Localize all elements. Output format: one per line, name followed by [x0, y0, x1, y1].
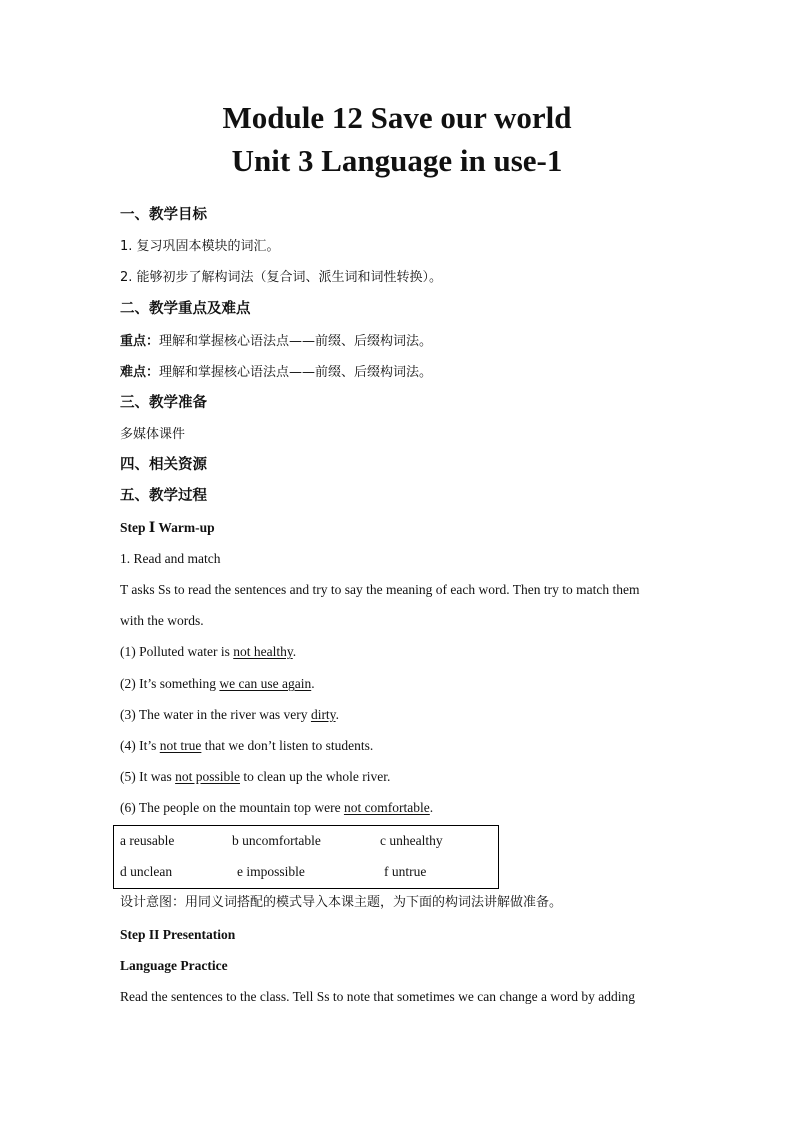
preparation-text: 多媒体课件 — [120, 427, 186, 442]
sentence-text: to clean up the whole river. — [240, 769, 391, 784]
underlined-phrase: not comfortable — [343, 800, 430, 815]
option-e: e impossible — [237, 864, 305, 879]
sentence-text: (6) The people on the mountain top were — [120, 800, 344, 815]
sentence-text: . — [335, 707, 339, 722]
option-b: b uncomfortable — [232, 833, 321, 848]
sentence-text: . — [292, 644, 297, 659]
underlined-phrase: not healthy — [233, 644, 293, 659]
sentence-text: (1) Polluted water is — [120, 644, 234, 659]
step1-heading: Step Ⅰ Warm-up — [120, 520, 215, 535]
sentence-4 — [120, 737, 373, 755]
design-intent-note: 设计意图：用同义词搭配的模式导入本课主题，为下面的构词法讲解做准备。 — [120, 895, 563, 910]
underlined-phrase: we can use again — [219, 676, 312, 691]
underlined-phrase: not possible — [175, 769, 240, 784]
sentence-text: (5) It was — [120, 769, 176, 784]
sentence-text: (3) The water in the river was very — [120, 707, 311, 722]
step1-instruction-line1: T asks Ss to read the sentences and try to say the meaning of each word. Then try to match them — [120, 582, 640, 597]
option-d: d unclean — [120, 864, 173, 879]
sentence-text: (2) It’s something — [120, 676, 220, 691]
sentence-text: . — [311, 676, 315, 691]
goal-item-1: 1. 复习巩固本模块的词汇。 — [120, 239, 280, 254]
section-heading-goals: 一、教学目标 — [120, 207, 207, 223]
sentence-text: (4) It’s — [120, 738, 160, 753]
sentence-text: that we don’t listen to students. — [201, 738, 374, 753]
module-title: Module 12 Save our world — [222, 100, 572, 135]
key-point-label: 重点： — [120, 334, 160, 349]
key-point-text: 理解和掌握核心语法点——前缀、后缀构词法。 — [159, 334, 433, 349]
section-heading-key-points: 二、教学重点及难点 — [120, 301, 251, 317]
option-f: f untrue — [384, 864, 427, 879]
option-c: c unhealthy — [380, 833, 443, 848]
sentence-2 — [120, 675, 315, 693]
word-options-box — [113, 825, 499, 889]
sentence-5 — [120, 768, 390, 786]
key-point-line — [120, 332, 432, 351]
section-heading-preparation: 三、教学准备 — [120, 395, 207, 411]
sentence-3 — [120, 706, 339, 724]
sentence-1 — [120, 643, 296, 661]
unit-title: Unit 3 Language in use-1 — [231, 143, 563, 178]
section-heading-process: 五、教学过程 — [120, 488, 207, 504]
difficult-point-label: 难点： — [120, 365, 160, 380]
underlined-phrase: dirty — [310, 707, 336, 722]
sentence-text: . — [429, 800, 434, 815]
underlined-phrase: not true — [159, 738, 202, 753]
step2-subheading: Language Practice — [120, 958, 228, 973]
option-a: a reusable — [120, 833, 175, 848]
section-heading-resources: 四、相关资源 — [120, 457, 207, 473]
step2-text: Read the sentences to the class. Tell Ss to note that sometimes we can change a word by adding — [120, 989, 636, 1004]
difficult-point-line — [120, 363, 432, 382]
step1-subheading: 1. Read and match — [120, 551, 221, 566]
step1-instruction-line2: with the words. — [120, 613, 204, 628]
goal-item-2: 2. 能够初步了解构词法（复合词、派生词和词性转换）。 — [120, 270, 443, 285]
difficult-point-text: 理解和掌握核心语法点——前缀、后缀构词法。 — [159, 365, 433, 380]
step2-heading: Step II Presentation — [120, 927, 236, 942]
sentence-6 — [120, 799, 433, 817]
